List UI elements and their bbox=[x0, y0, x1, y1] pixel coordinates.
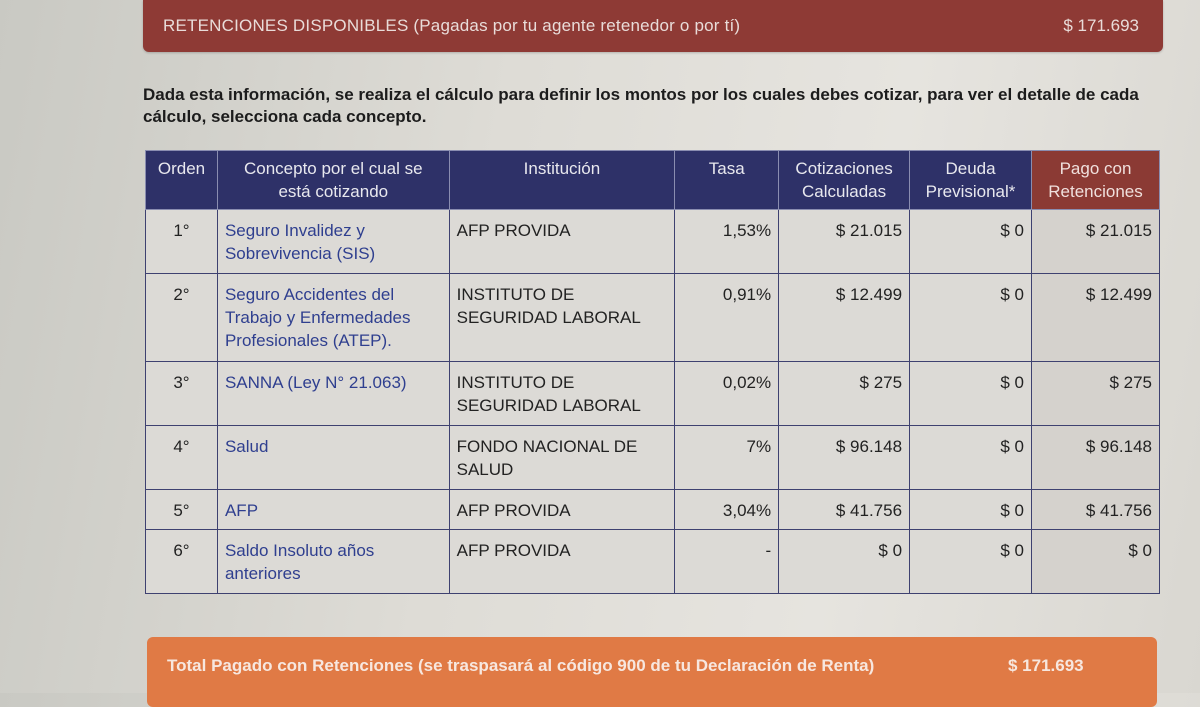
table-row bbox=[146, 426, 1160, 490]
cell-cotizaciones: $ 0 bbox=[779, 530, 910, 594]
cell-deuda: $ 0 bbox=[910, 530, 1032, 594]
cell-institucion: FONDO NACIONAL DE SALUD bbox=[449, 426, 675, 490]
concepto-link[interactable]: Seguro Accidentes del Trabajo y Enfermedades Profesionales (ATEP). bbox=[217, 274, 449, 362]
cell-orden: 1° bbox=[146, 210, 218, 274]
total-label: Total Pagado con Retenciones (se traspasará al código 900 de tu Declaración de Renta) bbox=[167, 656, 875, 675]
cell-institucion: INSTITUTO DE SEGURIDAD LABORAL bbox=[449, 274, 675, 362]
table-row bbox=[146, 210, 1160, 274]
retenciones-amount: $ 171.693 bbox=[1063, 16, 1139, 35]
cell-tasa: 0,91% bbox=[675, 274, 779, 362]
cell-pago: $ 96.148 bbox=[1032, 426, 1160, 490]
table-row bbox=[146, 490, 1160, 530]
cell-institucion: AFP PROVIDA bbox=[449, 210, 675, 274]
cell-cotizaciones: $ 12.499 bbox=[779, 274, 910, 362]
cell-orden: 4° bbox=[146, 426, 218, 490]
total-amount: $ 171.693 bbox=[1008, 656, 1084, 675]
cell-pago: $ 0 bbox=[1032, 530, 1160, 594]
cell-orden: 2° bbox=[146, 274, 218, 362]
retenciones-label: RETENCIONES DISPONIBLES (Pagadas por tu agente retenedor o por tí) bbox=[163, 16, 741, 35]
concepto-link[interactable]: Seguro Invalidez y Sobrevivencia (SIS) bbox=[217, 210, 449, 274]
cell-orden: 6° bbox=[146, 530, 218, 594]
cell-pago: $ 21.015 bbox=[1032, 210, 1160, 274]
cell-deuda: $ 0 bbox=[910, 426, 1032, 490]
col-tasa: Tasa bbox=[675, 151, 779, 210]
retenciones-disponibles-bar bbox=[143, 0, 1163, 52]
table-header-row bbox=[146, 151, 1160, 210]
cell-tasa: 1,53% bbox=[675, 210, 779, 274]
col-institucion: Institución bbox=[449, 151, 675, 210]
cell-cotizaciones: $ 96.148 bbox=[779, 426, 910, 490]
cell-cotizaciones: $ 275 bbox=[779, 362, 910, 426]
cell-deuda: $ 0 bbox=[910, 490, 1032, 530]
cell-pago: $ 12.499 bbox=[1032, 274, 1160, 362]
concepto-link[interactable]: SANNA (Ley N° 21.063) bbox=[217, 362, 449, 426]
cell-deuda: $ 0 bbox=[910, 362, 1032, 426]
table-row bbox=[146, 362, 1160, 426]
cell-institucion: INSTITUTO DE SEGURIDAD LABORAL bbox=[449, 362, 675, 426]
cell-institucion: AFP PROVIDA bbox=[449, 490, 675, 530]
col-orden: Orden bbox=[146, 151, 218, 210]
concepto-link[interactable]: Saldo Insoluto años anteriores bbox=[217, 530, 449, 594]
cell-tasa: 7% bbox=[675, 426, 779, 490]
cell-cotizaciones: $ 21.015 bbox=[779, 210, 910, 274]
total-pagado-bar bbox=[147, 637, 1157, 707]
cell-tasa: 0,02% bbox=[675, 362, 779, 426]
cell-cotizaciones: $ 41.756 bbox=[779, 490, 910, 530]
cell-pago: $ 275 bbox=[1032, 362, 1160, 426]
col-cotizaciones: Cotizaciones Calculadas bbox=[779, 151, 910, 210]
col-deuda: Deuda Previsional* bbox=[910, 151, 1032, 210]
intro-text: Dada esta información, se realiza el cálculo para definir los montos por los cuales debes cotizar, para ver el detalle de cada cálculo, selecciona cada concepto. bbox=[143, 85, 1139, 126]
cell-deuda: $ 0 bbox=[910, 210, 1032, 274]
table-row bbox=[146, 274, 1160, 362]
cotizaciones-table bbox=[145, 150, 1160, 594]
concepto-link[interactable]: AFP bbox=[217, 490, 449, 530]
cell-orden: 3° bbox=[146, 362, 218, 426]
col-pago: Pago con Retenciones bbox=[1032, 151, 1160, 210]
table-row bbox=[146, 530, 1160, 594]
concepto-link[interactable]: Salud bbox=[217, 426, 449, 490]
cell-orden: 5° bbox=[146, 490, 218, 530]
col-concepto: Concepto por el cual se está cotizando bbox=[217, 151, 449, 210]
cell-tasa: 3,04% bbox=[675, 490, 779, 530]
cell-tasa: - bbox=[675, 530, 779, 594]
cell-pago: $ 41.756 bbox=[1032, 490, 1160, 530]
cell-deuda: $ 0 bbox=[910, 274, 1032, 362]
cell-institucion: AFP PROVIDA bbox=[449, 530, 675, 594]
